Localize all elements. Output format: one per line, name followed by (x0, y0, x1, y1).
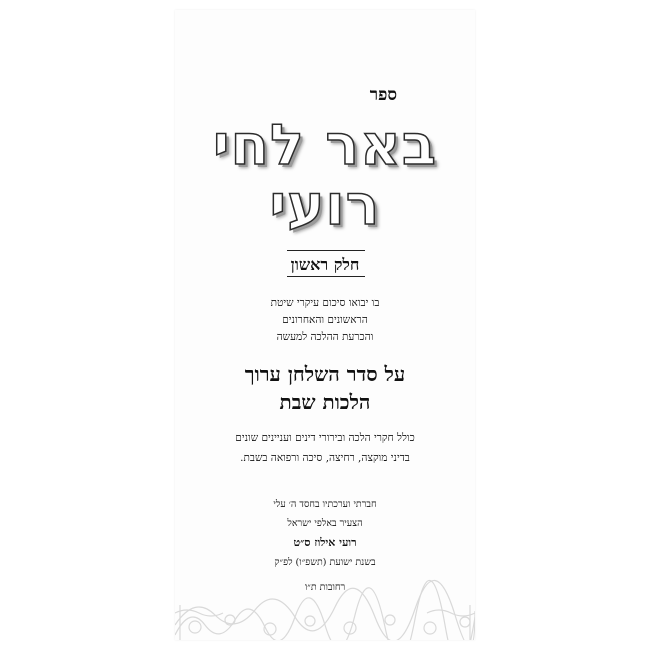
part-label: חלק ראשון (290, 255, 360, 274)
book-title-line-1: באר לחי (213, 113, 437, 178)
floral-ornament-border (175, 565, 475, 640)
order-line-1: על סדר השלחן ערוך (244, 362, 406, 386)
includes-line-1: כולל חקרי הלכה ובירורי דינים ועניינים שונים (235, 432, 415, 444)
part-rule-top (287, 250, 365, 251)
intro-line-3: והכרעת ההלכה למעשה (276, 331, 374, 343)
part-rule-bottom (287, 276, 365, 277)
intro-line-1: בו יבואו סיכום עיקרי שיטת (270, 297, 380, 309)
book-cover (175, 10, 475, 640)
sefer-label: ספר (369, 85, 397, 105)
includes-line-2: בדיני מוקצה, רחיצה, סיכה ורפואה בשבת. (240, 452, 410, 464)
intro-line-2: הראשונים והאחרונים (282, 314, 368, 326)
author-line-2: הצעיר באלפי ישראל (287, 518, 363, 529)
book-title-line-2: רועי (269, 173, 381, 238)
author-line-1: חברתי וערכתיו בחסד ה׳ עלי (273, 499, 377, 510)
author-name: רועי אילוז ס״ט (293, 536, 357, 549)
author-line-4: בשנת ישועת (תשפ״ו) לפ״ק (274, 557, 376, 568)
order-line-2: הלכות שבת (279, 390, 371, 414)
author-line-5: רחובות ת״ו (304, 582, 346, 593)
